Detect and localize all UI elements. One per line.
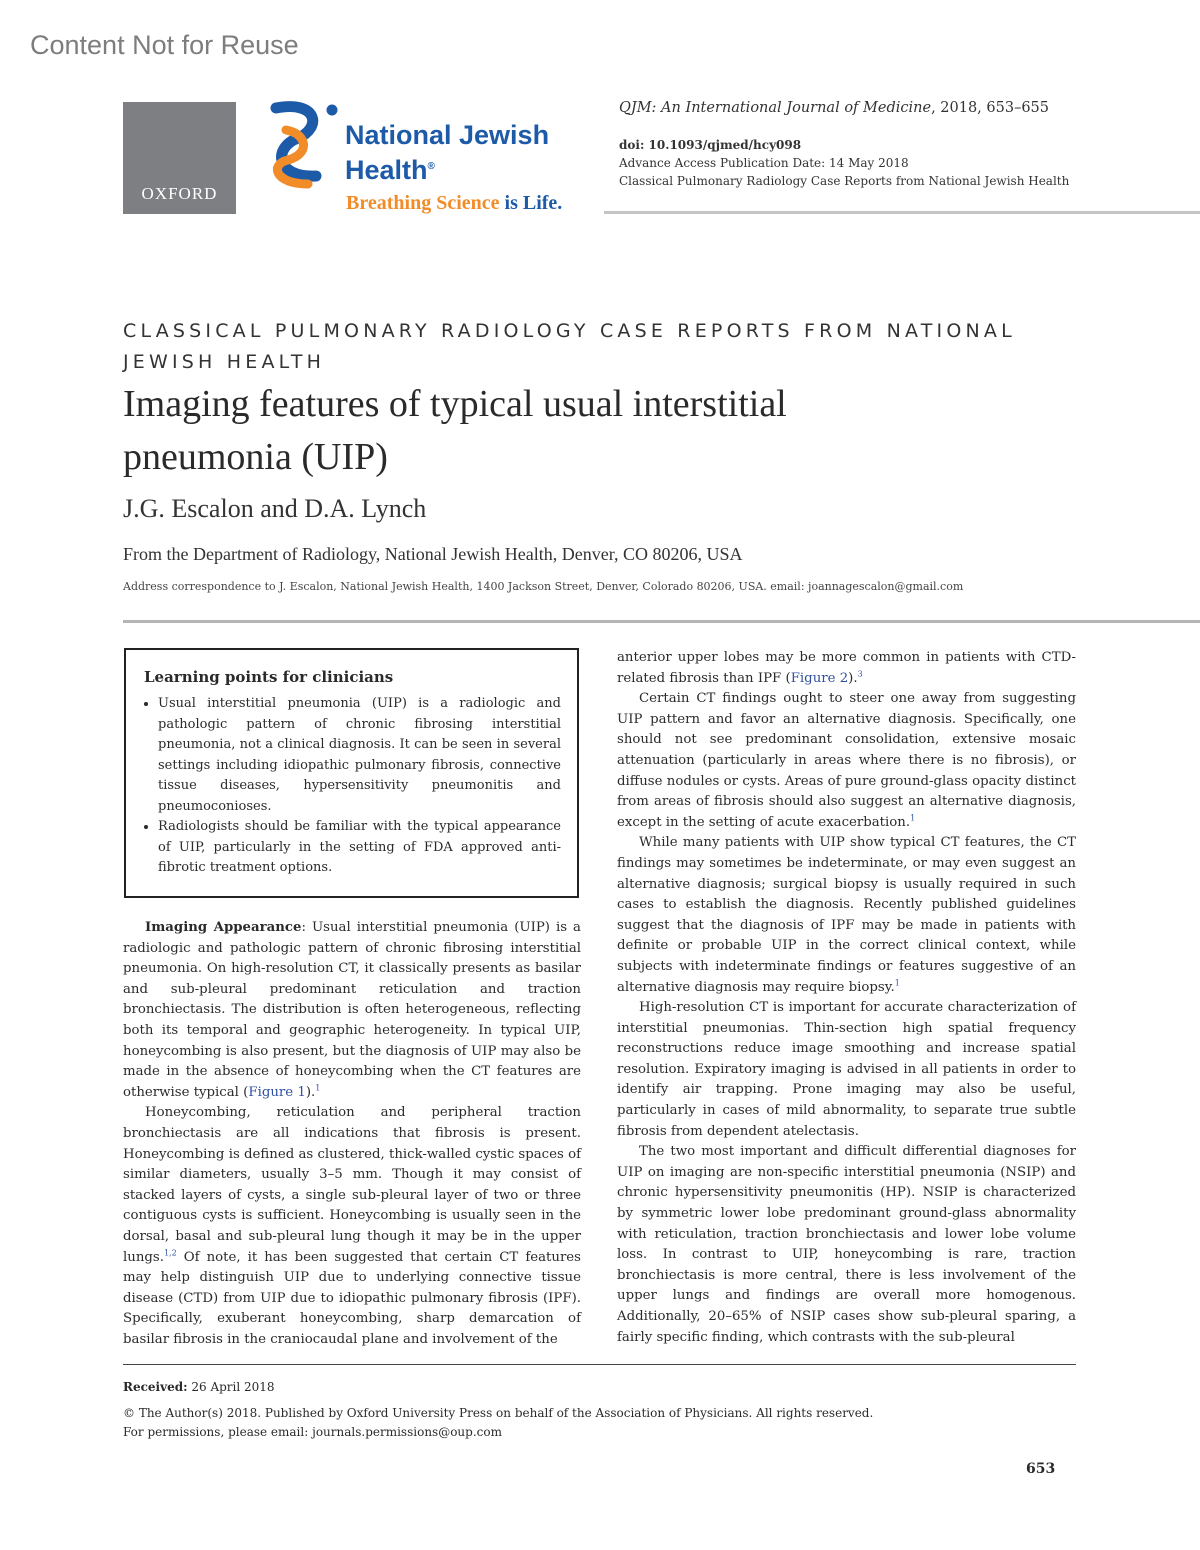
p5-text: While many patients with UIP show typical CT features, the CT findings may sometimes be indeterminate, or may even suggest an alternative diagnosis; surgical biopsy is usually required in such cases to establish the diagnosis. Recently published guidelines suggest that the diagnosis of IPF may be made in patients with definite or probable UIP in the correct clinical context, while subjects with indeterminate findings or features suggestive of an alternative diagnosis may require biopsy. bbox=[617, 835, 1076, 995]
p3-text: anterior upper lobes may be more common in patients with CTD-related fibrosis than IPF ( bbox=[617, 650, 1076, 686]
njh-name-line1: National Jewish bbox=[345, 120, 550, 150]
p6-text: High-resolution CT is important for accurate characterization of interstitial pneumonias. Thin-section high spatial frequency reconstructions reduce image smoothing and increase spatial resolution. Expiratory imaging is advised in all patients in order to identify air trapping. Prone imaging may also be useful, particularly in cases of mild abnormality, to separate true subtle fibrosis from dependent atelectasis. bbox=[617, 1000, 1076, 1139]
reference-link[interactable]: 1 bbox=[315, 1083, 321, 1093]
njh-logo bbox=[258, 98, 598, 222]
njh-registered: ® bbox=[427, 161, 435, 172]
njh-tagline bbox=[346, 192, 562, 215]
body-column-right bbox=[617, 648, 1076, 1348]
oxford-logo-text: OXFORD bbox=[141, 184, 218, 203]
imaging-appearance-label: Imaging Appearance bbox=[145, 920, 302, 935]
paragraph-biopsy bbox=[617, 833, 1076, 998]
received-date: 26 April 2018 bbox=[187, 1380, 275, 1394]
section-rule bbox=[123, 620, 1200, 623]
p7-text: The two most important and difficult differential diagnoses for UIP on imaging are non-specific interstitial pneumonia (NSIP) and chronic hypersensitivity pneumonitis (HP). NSIP is characterized by symmetric lower lobe predominant ground-glass abnormality with reticulation, traction bronchiectasis and lower lobe volume loss. In contrast to UIP, honeycombing is rare, traction bronchiectasis is more central, there is less involvement of the upper lungs and findings are overall more homogenous. Additionally, 20–65% of NSIP cases show sub-pleural sparing, a fairly specific finding, which contrasts with the sub-pleural bbox=[617, 1144, 1076, 1345]
advance-access-line: Advance Access Publication Date: 14 May 2018 bbox=[619, 156, 909, 170]
learning-points-box bbox=[124, 648, 579, 898]
header-rule bbox=[604, 211, 1200, 214]
reference-link[interactable]: 3 bbox=[857, 669, 863, 679]
journal-info bbox=[619, 100, 1179, 192]
njh-name-line2-wrap bbox=[345, 151, 549, 186]
footer-rule bbox=[123, 1364, 1076, 1365]
received-label: Received: bbox=[123, 1380, 188, 1394]
p1-text: : Usual interstitial pneumonia (UIP) is a radiologic and pathologic pattern of chronic fibrosing interstitial pneumonia. On high-resolution CT, it classically presents as basilar and sub-pleural predominant reticulation and traction bronchiectasis. The distribution is often heterogeneous, reflecting both its temporal and geographic heterogeneity. In typical UIP, honeycombing is also present, but the diagnosis of UIP may also be made in the absence of honeycombing when the CT features are otherwise typical ( bbox=[123, 920, 581, 1100]
p4-text: Certain CT findings ought to steer one away from suggesting UIP pattern and favor an alternative diagnosis. Specifically, one should not see predominant consolidation, extensive mosaic attenuation (particularly in areas where there is no fibrosis), or diffuse nodules or cysts. Areas of pure ground-glass opacity distinct from areas of fibrosis should also suggest an alternative diagnosis, except in the setting of acute exacerbation. bbox=[617, 691, 1076, 830]
njh-name-line2: Health bbox=[345, 155, 428, 185]
p1-end: ). bbox=[305, 1084, 316, 1100]
learning-point-item: • Usual interstitial pneumonia (UIP) is a radiologic and pathologic pattern of chronic fibrosing interstitial pneumonia, not a clinical diagnosis. It can be seen in several settings including idiopathic pulmonary fibrosis, connective tissue diseases, hypersensitivity pneumonitis and pneumoconioses. bbox=[158, 694, 561, 817]
body-column-left bbox=[123, 918, 581, 1350]
njh-tagline-part2: is Life. bbox=[504, 192, 563, 214]
article-title: Imaging features of typical usual interstitial pneumonia (UIP) bbox=[123, 383, 787, 478]
received-line bbox=[123, 1380, 275, 1394]
learning-point-item: • Radiologists should be familiar with the typical appearance of UIP, particularly in the setting of FDA approved anti-fibrotic treatment options. bbox=[158, 817, 561, 879]
page-number: 653 bbox=[1026, 1461, 1056, 1477]
njh-tagline-part1: Breathing Science bbox=[346, 192, 505, 214]
reference-link[interactable]: 1 bbox=[894, 978, 900, 988]
copyright-line: © The Author(s) 2018. Published by Oxford University Press on behalf of the Association of Physicians. All rights reserved. bbox=[123, 1406, 874, 1420]
permissions-line: For permissions, please email: journals.permissions@oup.com bbox=[123, 1425, 502, 1439]
learning-points-list bbox=[144, 694, 561, 879]
njh-name bbox=[345, 120, 549, 186]
p2-text2: Of note, it has been suggested that certain CT features may help distinguish UIP due to underlying connective tissue disease (CTD) from UIP due to idiopathic pulmonary fibrosis (IPF). Specifically, exuberant honeycombing, sharp demarcation of basilar fibrosis in the craniocaudal plane and involvement of the bbox=[123, 1249, 581, 1347]
p3-end: ). bbox=[848, 670, 858, 686]
journal-pages: , 2018, 653–655 bbox=[931, 100, 1050, 116]
paragraph-hrct bbox=[617, 998, 1076, 1142]
article-affiliation: From the Department of Radiology, National Jewish Health, Denver, CO 80206, USA bbox=[123, 544, 743, 564]
article-series: CLASSICAL PULMONARY RADIOLOGY CASE REPORTS FROM NATIONAL JEWISH HEALTH bbox=[123, 320, 1016, 373]
figure-2-link[interactable]: Figure 2 bbox=[790, 670, 849, 686]
paragraph-differential bbox=[617, 1142, 1076, 1348]
journal-citation bbox=[619, 100, 1179, 116]
reference-link[interactable]: 1,2 bbox=[163, 1248, 177, 1258]
oxford-logo bbox=[123, 102, 236, 214]
njh-swirl-icon bbox=[258, 100, 338, 190]
paragraph-ctd-continued bbox=[617, 648, 1076, 689]
figure-1-link[interactable]: Figure 1 bbox=[248, 1084, 306, 1100]
journal-name: QJM: An International Journal of Medicine bbox=[619, 100, 932, 116]
reference-link[interactable]: 1 bbox=[910, 813, 916, 823]
paragraph-alternative-diagnosis bbox=[617, 689, 1076, 833]
paragraph-imaging-appearance bbox=[123, 918, 581, 1103]
paragraph-honeycombing bbox=[123, 1103, 581, 1350]
series-note-line: Classical Pulmonary Radiology Case Reports from National Jewish Health bbox=[619, 174, 1070, 188]
article-authors: J.G. Escalon and D.A. Lynch bbox=[123, 494, 427, 523]
p2-text: Honeycombing, reticulation and peripheral traction bronchiectasis are all indications that fibrosis is present. Honeycombing is defined as clustered, thick-walled cystic spaces of similar diameters, usually 3–5 mm. Though it may consist of stacked layers of cysts, a single sub-pleural layer of two or three contiguous cysts is sufficient. Honeycombing is usually seen in the dorsal, basal and sub-pleural lung though it may be in the upper lungs. bbox=[123, 1105, 581, 1265]
learning-points-heading: Learning points for clinicians bbox=[144, 668, 394, 686]
correspondence-address: Address correspondence to J. Escalon, National Jewish Health, 1400 Jackson Street, Denver, Colorado 80206, USA. email: joannagescalon@gmail.com bbox=[123, 580, 964, 593]
copyright-block bbox=[123, 1404, 873, 1442]
doi-line: doi: 10.1093/qjmed/hcy098 bbox=[619, 138, 802, 152]
watermark-text: Content Not for Reuse bbox=[30, 30, 299, 60]
